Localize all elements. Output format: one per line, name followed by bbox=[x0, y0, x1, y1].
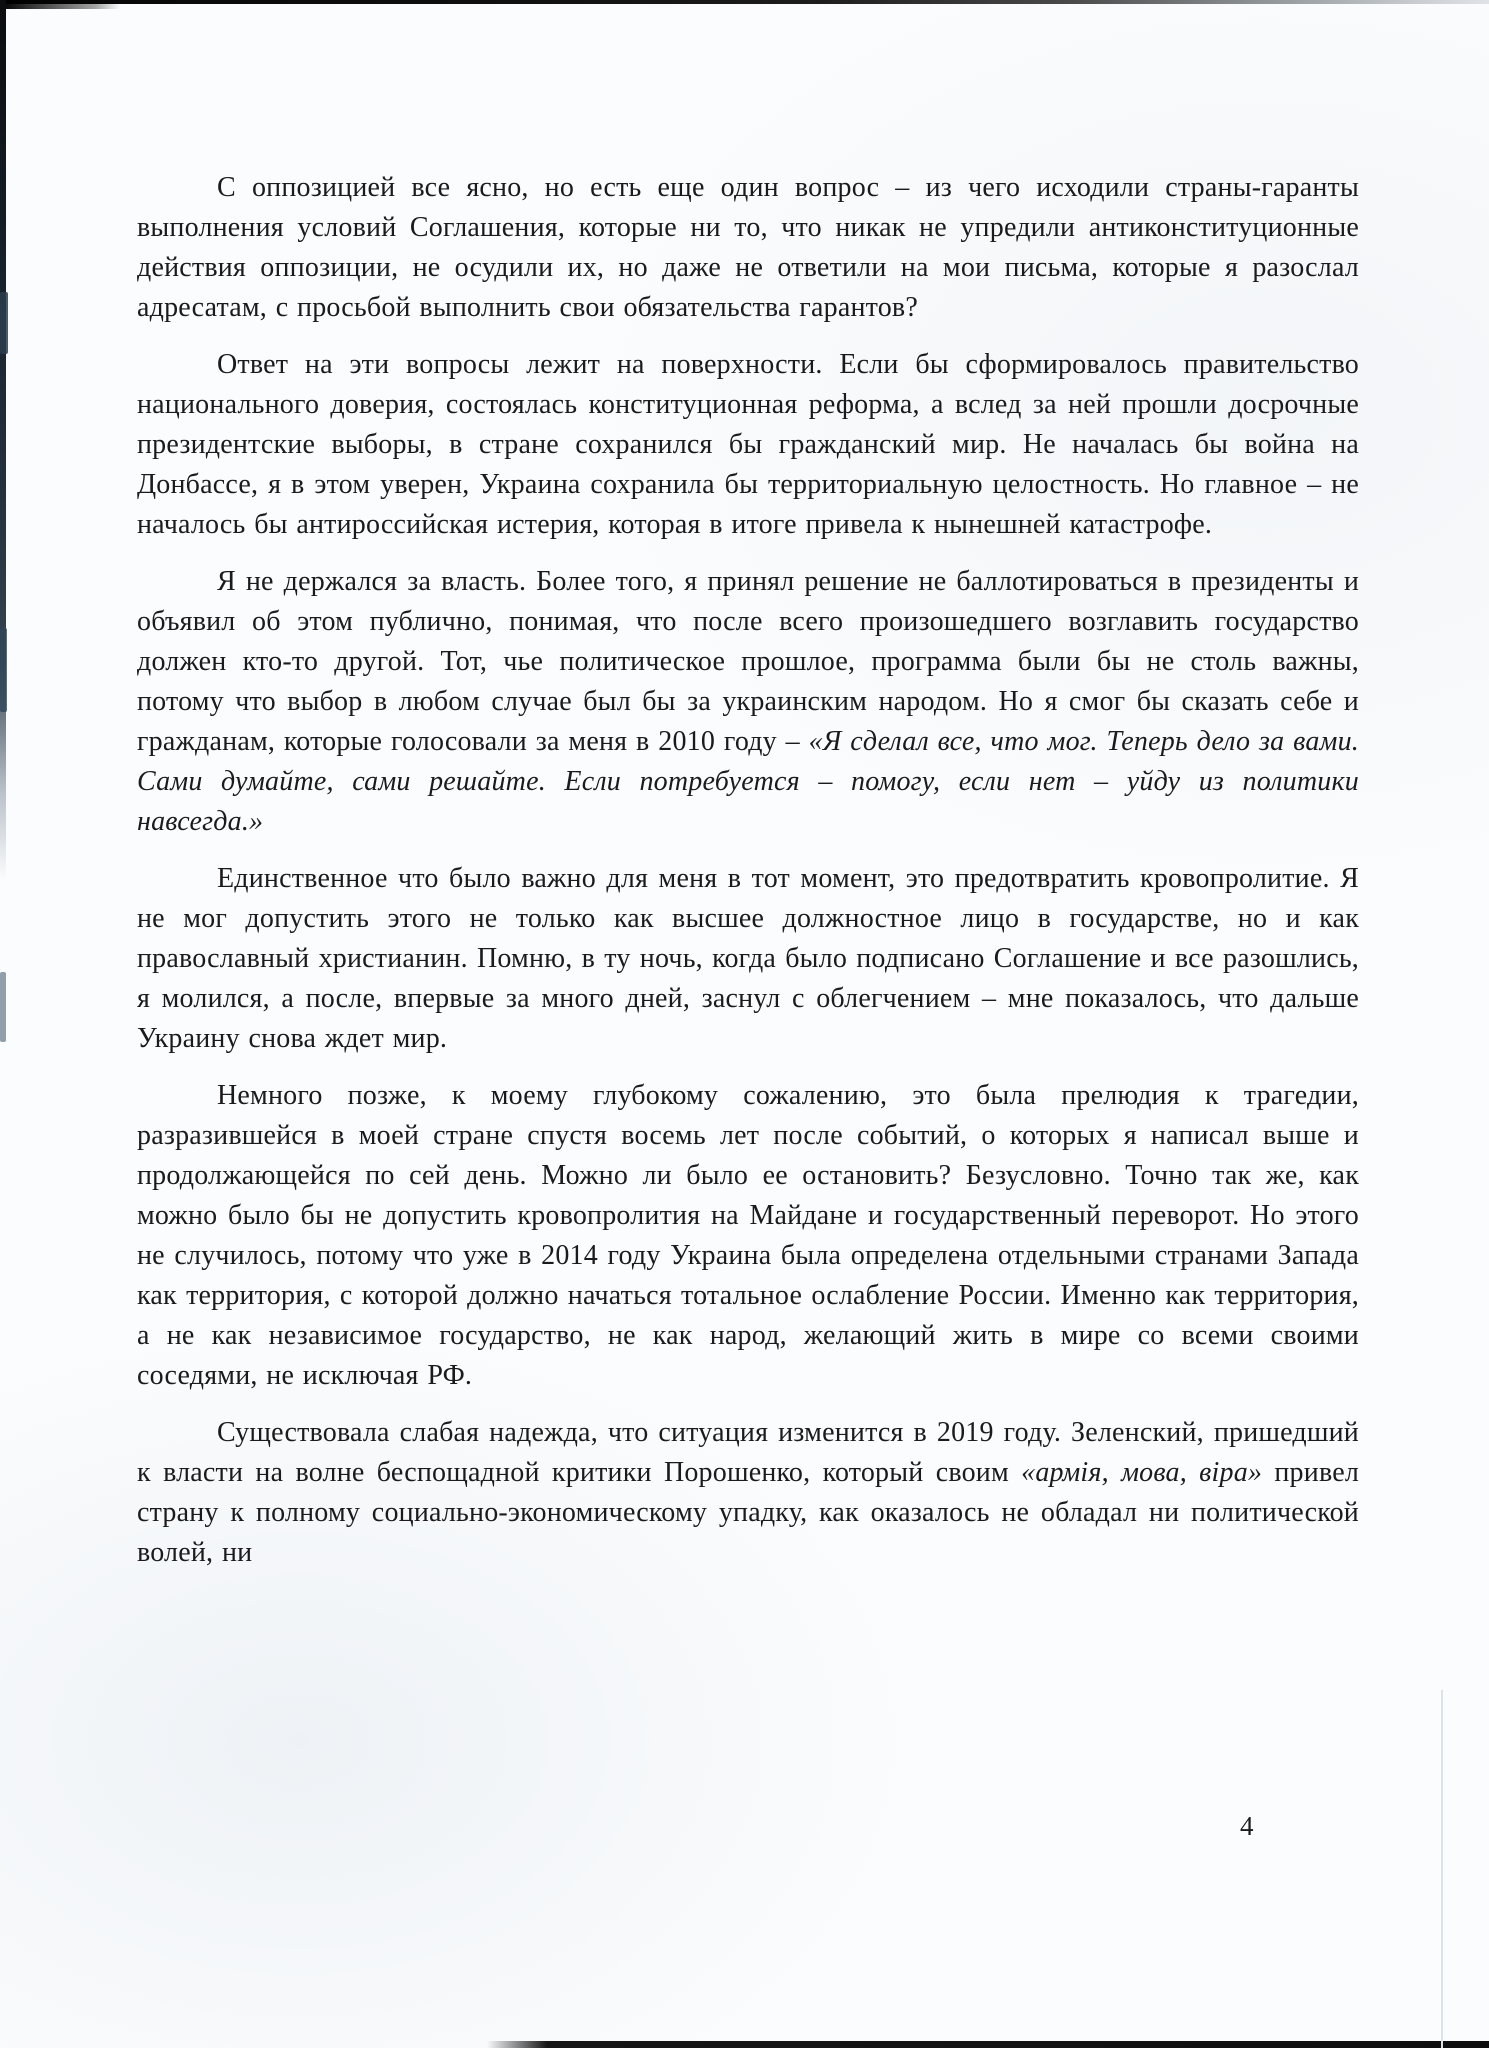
paragraph bbox=[137, 345, 1359, 545]
text-run: Немного позже, к моему глубокому сожалению, это была прелюдия к трагедии, разразившейся в моей стране спустя восемь лет после событий, о которых я написал выше и продолжающейся по сей день. Можно ли было ее остановить? Безусловно. Точно так же, как можно было бы не допустить кровопролития на Майдане и государственный переворот. Но этого не случилось, потому что уже в 2014 году Украина была определена отдельными странами Запада как территория, с которой должно начаться тотальное ослабление России. Именно как территория, а не как независимое государство, не как народ, желающий жить в мире со всеми своими соседями, не исключая РФ. bbox=[137, 1080, 1359, 1391]
scan-artifact-left-mark bbox=[0, 292, 8, 354]
scan-artifact-bottom-edge bbox=[487, 2041, 1489, 2048]
scan-artifact-right-fold bbox=[1441, 1690, 1443, 2048]
paragraph bbox=[137, 1076, 1359, 1396]
paragraph bbox=[137, 562, 1359, 842]
scan-artifact-top-edge bbox=[0, 0, 1489, 4]
page-number: 4 bbox=[1240, 1811, 1254, 1841]
text-run: Единственное что было важно для меня в тот момент, это предотвратить кровопролитие. Я не мог допустить этого не только как высшее должностное лицо в государстве, но и как православный христианин. Помню, в ту ночь, когда было подписано Соглашение и все разошлись, я молился, а после, впервые за много дней, заснул с облегчением – мне показалось, что дальше Украину снова ждет мир. bbox=[137, 863, 1359, 1054]
quote-italic-run: «Я сделал все, что мог. Теперь дело за вами. Сами думайте, сами решайте. Если потребуется – помогу, если нет – уйду из политики навсегда.» bbox=[137, 726, 1359, 837]
scan-artifact-left-edge bbox=[0, 0, 6, 880]
document-body bbox=[137, 168, 1359, 1590]
text-run: С оппозицией все ясно, но есть еще один вопрос – из чего исходили страны-гаранты выполнения условий Соглашения, которые ни то, что никак не упредили антиконституционные действия оппозиции, не осудили их, но даже не ответили на мои письма, которые я разослал адресатам, с просьбой выполнить свои обязательства гарантов? bbox=[137, 172, 1359, 323]
quote-italic-run: «армія, мова, віра» bbox=[1021, 1457, 1263, 1488]
scan-artifact-left-mark bbox=[0, 972, 6, 1042]
paragraph bbox=[137, 859, 1359, 1059]
text-run: Существовала слабая надежда, что ситуация изменится в 2019 году. Зеленский, пришедший к власти на волне беспощадной критики Порошенко, который своим bbox=[137, 1417, 1359, 1488]
paragraph bbox=[137, 1413, 1359, 1573]
text-run: привел страну к полному социально-экономическому упадку, как оказалось не обладал ни политической волей, ни bbox=[137, 1457, 1359, 1568]
paragraph bbox=[137, 168, 1359, 328]
scan-artifact-left-mark bbox=[0, 628, 7, 712]
text-run: Я не держался за власть. Более того, я принял решение не баллотироваться в президенты и объявил об этом публично, понимая, что после всего произошедшего возглавить государство должен кто-то другой. Тот, чье политическое прошлое, программа были бы не столь важны, потому что выбор в любом случае был бы за украинским народом. Но я смог бы сказать себе и гражданам, которые голосовали за меня в 2010 году – bbox=[137, 566, 1359, 757]
scan-artifact-top-left-corner bbox=[0, 0, 120, 9]
text-run: Ответ на эти вопросы лежит на поверхности. Если бы сформировалось правительство национального доверия, состоялась конституционная реформа, а вслед за ней прошли досрочные президентские выборы, в стране сохранился бы гражданский мир. Не началась бы война на Донбассе, я в этом уверен, Украина сохранила бы территориальную целостность. Но главное – не началось бы антироссийская истерия, которая в итоге привела к нынешней катастрофе. bbox=[137, 349, 1359, 540]
